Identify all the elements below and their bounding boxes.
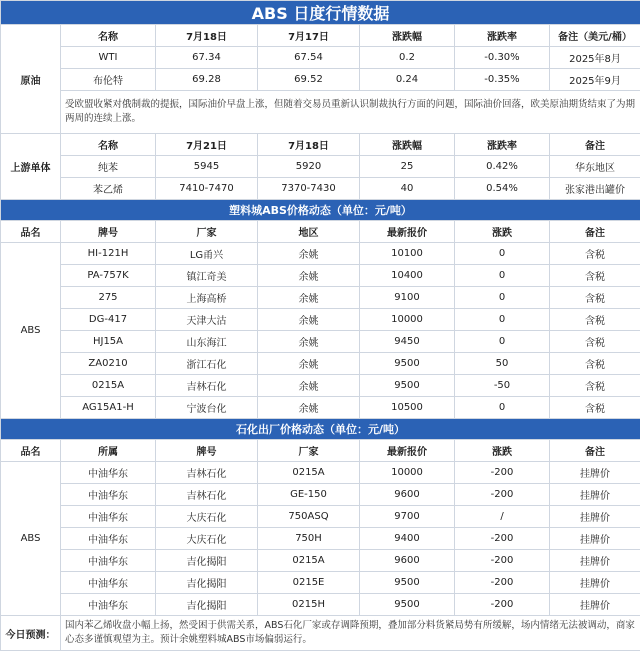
cell: 67.54 [258,47,360,69]
cell: 9500 [360,572,455,594]
table-row [1,156,640,178]
cell: 中油华东 [61,462,156,484]
header-cell: 所属 [61,440,156,462]
cell: 275 [61,287,156,309]
cell: 含税 [550,397,640,419]
cell: 苯乙烯 [61,178,156,200]
header-cell: 涨跌率 [455,134,550,156]
header-cell: 涨跌幅 [360,134,455,156]
cell: 69.28 [156,69,258,91]
cell: 中油华东 [61,484,156,506]
table-row [1,506,640,528]
cell: 余姚 [258,353,360,375]
cell: 大庆石化 [156,506,258,528]
header-cell: 涨跌幅 [360,25,455,47]
cell: 10000 [360,309,455,331]
cell: 浙江石化 [156,353,258,375]
cell: 山东海江 [156,331,258,353]
cell: 挂牌价 [550,572,640,594]
table-row [1,528,640,550]
cell: 0215A [258,462,360,484]
cell: 张家港出罐价 [550,178,640,200]
cell: 0 [455,397,550,419]
header-cell: 名称 [61,25,156,47]
table-row [1,375,640,397]
cell: 挂牌价 [550,484,640,506]
cell: 挂牌价 [550,528,640,550]
cell: 挂牌价 [550,506,640,528]
header-cell: 涨跌率 [455,25,550,47]
cell: 0.24 [360,69,455,91]
cell: 吉化揭阳 [156,594,258,616]
cell: 67.34 [156,47,258,69]
cell: 0.54% [455,178,550,200]
cell: 7370-7430 [258,178,360,200]
cell: DG-417 [61,309,156,331]
product-name-cell: ABS [1,462,61,616]
upstream-header-row [1,134,640,156]
header-cell: 涨跌 [455,440,550,462]
table-row [1,462,640,484]
cell: 吉林石化 [156,484,258,506]
cell: PA-757K [61,265,156,287]
cell: 0 [455,309,550,331]
header-cell: 备注 [550,134,640,156]
crude-note: 受欧盟收紧对俄制裁的提振，国际油价早盘上涨，但随着交易员重新认识制裁执行方面的问题，国际油价回落，欧美原油期货结束了为期两周的连续上涨。 [61,91,640,134]
cell: -50 [455,375,550,397]
cell: 含税 [550,287,640,309]
cell: 余姚 [258,243,360,265]
header-cell: 7月21日 [156,134,258,156]
upstream-label: 上游单体 [1,134,61,200]
cell: 含税 [550,375,640,397]
cell: 9500 [360,594,455,616]
cell: -200 [455,550,550,572]
header-cell: 备注 [550,221,640,243]
cell: 含税 [550,265,640,287]
header-cell: 备注（美元/桶） [550,25,640,47]
cell: 含税 [550,243,640,265]
crude-header-row [1,25,640,47]
header-cell: 品名 [1,440,61,462]
header-cell: 7月18日 [156,25,258,47]
header-cell: 7月18日 [258,134,360,156]
cell: 750H [258,528,360,550]
cell: 40 [360,178,455,200]
cell: 9450 [360,331,455,353]
cell: 7410-7470 [156,178,258,200]
header-cell: 最新报价 [360,440,455,462]
cell: 上海高桥 [156,287,258,309]
product-name-cell: ABS [1,243,61,419]
cell: -0.30% [455,47,550,69]
cell: 0 [455,265,550,287]
cell: -200 [455,594,550,616]
cell: 吉化揭阳 [156,550,258,572]
header-cell: 厂家 [258,440,360,462]
cell: -200 [455,462,550,484]
cell: 0.42% [455,156,550,178]
cell: 挂牌价 [550,594,640,616]
petro-section-title: 石化出厂价格动态（单位：元/吨） [1,419,640,440]
cell: -200 [455,484,550,506]
cell: / [455,506,550,528]
header-cell: 7月17日 [258,25,360,47]
cell: 天津大沽 [156,309,258,331]
cell: 余姚 [258,375,360,397]
petro-header-row [1,440,640,462]
cell: 含税 [550,353,640,375]
cell: 10400 [360,265,455,287]
cell: 10500 [360,397,455,419]
cell: 含税 [550,331,640,353]
cell: 中油华东 [61,550,156,572]
header-cell: 牌号 [61,221,156,243]
forecast-text: 国内苯乙烯收盘小幅上扬，然受困于供需关系，ABS石化厂家或存调降预期，叠加部分料货紧局势有所缓解，场内情绪无法被调动，商家心态多谨慎观望为主。预计余姚塑料城ABS市场偏弱运行。 [61,616,640,651]
cell: 余姚 [258,265,360,287]
crude-label: 原油 [1,25,61,134]
cell: 9600 [360,550,455,572]
cell: LG甬兴 [156,243,258,265]
table-row [1,484,640,506]
cell: 0 [455,331,550,353]
table-row [1,353,640,375]
cell: 吉化揭阳 [156,572,258,594]
cell: 中油华东 [61,506,156,528]
header-cell: 最新报价 [360,221,455,243]
table-row [1,69,640,91]
header-cell: 品名 [1,221,61,243]
table-row [1,47,640,69]
table-row [1,331,640,353]
table-row [1,309,640,331]
cell: GE-150 [258,484,360,506]
cell: 0215A [258,550,360,572]
cell: 50 [455,353,550,375]
cell: 9500 [360,375,455,397]
cell: 余姚 [258,287,360,309]
cell: 余姚 [258,397,360,419]
cell: HJ15A [61,331,156,353]
table-row [1,594,640,616]
cell: 10100 [360,243,455,265]
cell: 中油华东 [61,594,156,616]
cell: 9600 [360,484,455,506]
cell: WTI [61,47,156,69]
table-row [1,550,640,572]
header-cell: 涨跌 [455,221,550,243]
cell: -0.35% [455,69,550,91]
cell: 25 [360,156,455,178]
cell: 0215H [258,594,360,616]
cell: 宁波台化 [156,397,258,419]
cell: HI-121H [61,243,156,265]
cell: 含税 [550,309,640,331]
cell: AG15A1-H [61,397,156,419]
cell: -200 [455,572,550,594]
cell: 吉林石化 [156,375,258,397]
cell: 0 [455,243,550,265]
cell: 镇江奇美 [156,265,258,287]
cell: 挂牌价 [550,462,640,484]
header-cell: 名称 [61,134,156,156]
cell: 余姚 [258,331,360,353]
plastics-section-title: 塑料城ABS价格动态（单位：元/吨） [1,200,640,221]
cell: 750ASQ [258,506,360,528]
cell: 2025年8月 [550,47,640,69]
cell: 0215A [61,375,156,397]
header-cell: 地区 [258,221,360,243]
cell: 2025年9月 [550,69,640,91]
table-row [1,397,640,419]
cell: 9400 [360,528,455,550]
cell: 吉林石化 [156,462,258,484]
cell: ZA0210 [61,353,156,375]
table-row [1,287,640,309]
table-row [1,572,640,594]
forecast-label: 今日预测： [1,616,61,651]
cell: 9500 [360,353,455,375]
cell: 5920 [258,156,360,178]
cell: 0 [455,287,550,309]
table-row [1,178,640,200]
cell: 大庆石化 [156,528,258,550]
cell: 0.2 [360,47,455,69]
plastics-header-row [1,221,640,243]
cell: 5945 [156,156,258,178]
cell: 中油华东 [61,572,156,594]
page-title: ABS 日度行情数据 [1,1,640,25]
cell: 布伦特 [61,69,156,91]
cell: 9100 [360,287,455,309]
cell: 挂牌价 [550,550,640,572]
cell: 10000 [360,462,455,484]
table-row [1,243,640,265]
header-cell: 牌号 [156,440,258,462]
cell: 中油华东 [61,528,156,550]
cell: 余姚 [258,309,360,331]
cell: -200 [455,528,550,550]
table-row [1,265,640,287]
cell: 华东地区 [550,156,640,178]
header-cell: 备注 [550,440,640,462]
cell: 69.52 [258,69,360,91]
header-cell: 厂家 [156,221,258,243]
cell: 0215E [258,572,360,594]
cell: 9700 [360,506,455,528]
cell: 纯苯 [61,156,156,178]
